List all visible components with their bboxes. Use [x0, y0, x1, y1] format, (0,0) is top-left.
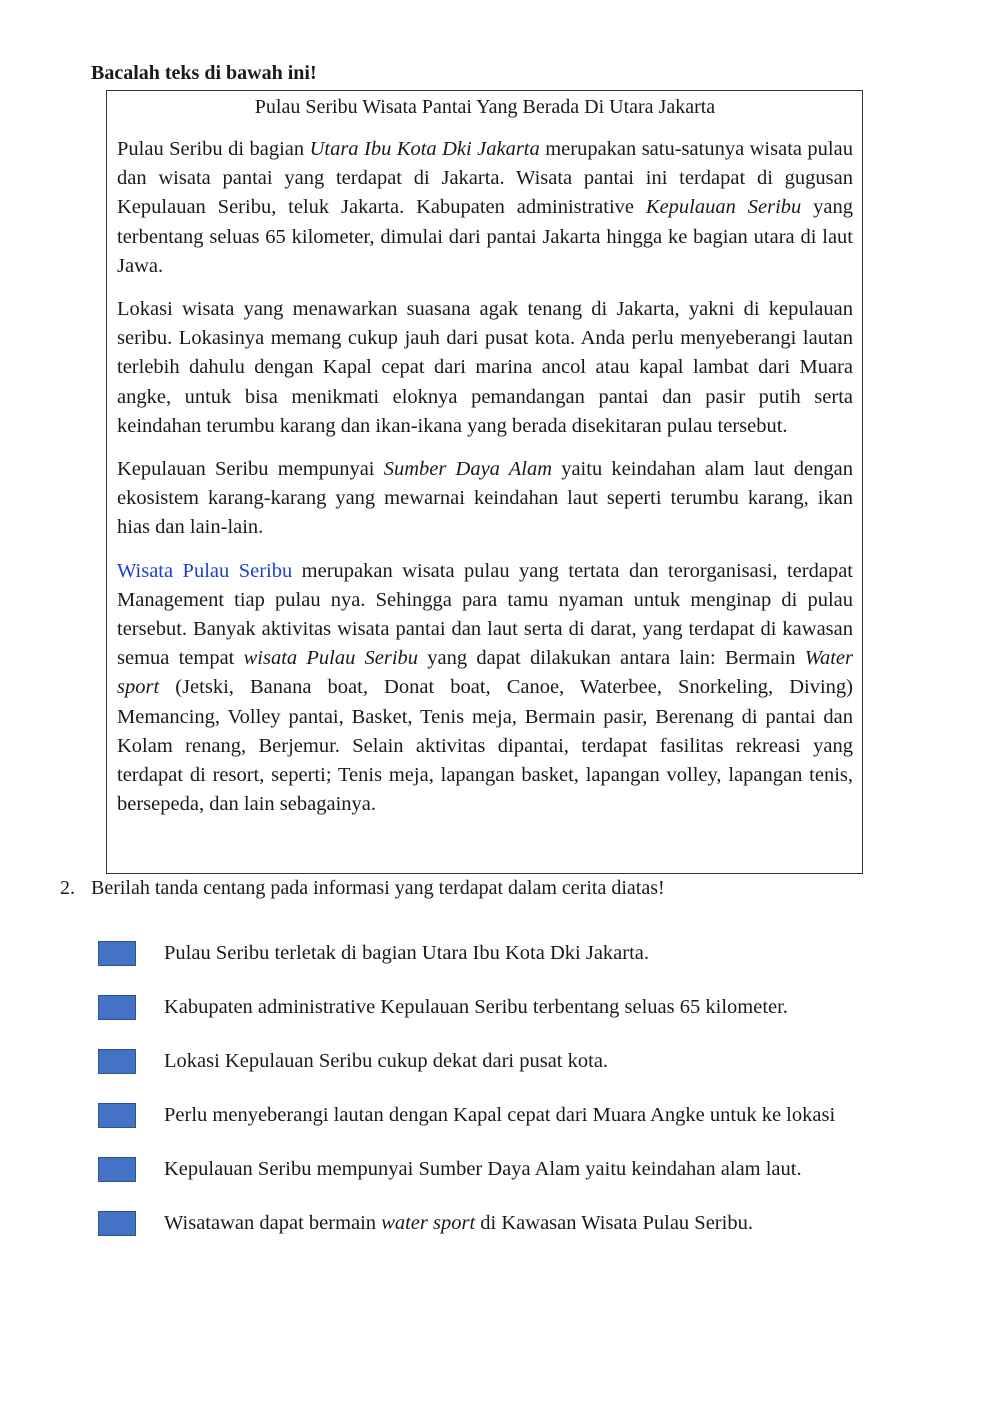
option-5	[98, 1155, 978, 1185]
p4-text-e: (Jetski, Banana boat, Donat boat, Canoe, Waterbee, Snorkeling, Diving) Memancing, Volley pantai, Basket, Tenis meja, Bermain pasir, Berenang di pantai dan Kolam renang, Berjemur. Selain aktivitas dipantai, terdapat fasilitas rekreasi yang terdapat di resort, seperti; Tenis meja, lapangan basket, lapangan volley, lapangan tenis, bersepeda, dan lain sebagainya.	[117, 676, 853, 816]
passage-paragraph-1	[117, 135, 853, 281]
question-2	[60, 877, 665, 900]
checkbox-option-4[interactable]	[98, 1103, 136, 1128]
p1-text-c: merupakan satu-satunya wisata pulau dan wisata pantai yang terdapat di Jakarta. Wisata pantai ini terdapat di gugusan Kepulauan Seribu, teluk Jakarta. Kabupaten administrative	[117, 138, 853, 219]
option-6-italic: water sport	[381, 1212, 476, 1234]
passage-paragraph-3	[117, 455, 853, 543]
checkbox-option-1[interactable]	[98, 941, 136, 966]
p4-text-a: merupakan wisata pulau yang tertata dan terorganisasi, terdapat Management tiap pulau nya. Sehingga para tamu nyaman untuk menginap di pulau tersebut. Banyak aktivitas wisata pantai dan laut serta di darat, yang terdapat di kawasan semua tempat	[117, 559, 853, 670]
option-1-label: Pulau Seribu terletak di bagian Utara Ibu Kota Dki Jakarta.	[164, 942, 650, 964]
passage-paragraph-2: Lokasi wisata yang menawarkan suasana agak tenang di Jakarta, yakni di kepulauan seribu. Lokasinya memang cukup jauh dari pusat kota. Anda perlu menyeberangi lautan terlebih dahulu dengan Kapal cepat dari marina ancol atau kapal lambat dari Muara angke, untuk bisa menikmati eloknya pemandangan pantai dan pasir putih serta keindahan terumbu karang dan ikan-ikana yang berada disekitaran pulau tersebut.	[117, 298, 853, 437]
option-5-label: Kepulauan Seribu mempunyai Sumber Daya Alam yaitu keindahan alam laut.	[164, 1158, 802, 1180]
option-6-text-c: di Kawasan Wisata Pulau Seribu.	[475, 1212, 753, 1234]
question-number: 2.	[60, 877, 75, 899]
p3-text-c: yaitu keindahan alam laut dengan ekosistem karang-karang yang mewarnai keindahan laut seperti terumbu karang, ikan hias dan lain-lain.	[117, 458, 853, 539]
instruction-heading: Bacalah teks di bawah ini!	[91, 62, 317, 84]
option-6-label	[164, 1209, 753, 1237]
p1-text-a: Pulau Seribu di bagian	[117, 138, 310, 160]
option-6-text-a: Wisatawan dapat bermain	[164, 1212, 382, 1234]
p4-italic-water-sport: Water sport	[117, 647, 853, 699]
checkbox-option-5[interactable]	[98, 1157, 136, 1182]
option-4-label: Perlu menyeberangi lautan dengan Kapal cepat dari Muara Angke untuk ke lokasi	[164, 1104, 836, 1126]
p4-text-c: yang dapat dilakukan antara lain: Bermain	[418, 647, 805, 670]
option-4	[98, 1101, 978, 1131]
p3-italic-sda: Sumber Daya Alam	[383, 458, 553, 481]
option-3-label: Lokasi Kepulauan Seribu cukup dekat dari pusat kota.	[164, 1050, 609, 1072]
passage-paragraph-4	[117, 557, 853, 820]
wisata-pulau-seribu-link[interactable]: Wisata Pulau Seribu	[117, 559, 293, 582]
option-1	[98, 939, 978, 969]
option-2-label: Kabupaten administrative Kepulauan Seribu terbentang seluas 65 kilometer.	[164, 996, 788, 1018]
passage-title: Pulau Seribu Wisata Pantai Yang Berada Di Utara Jakarta	[254, 96, 716, 118]
p4-italic-wisata: wisata Pulau Seribu	[243, 647, 419, 670]
checkbox-option-6[interactable]	[98, 1211, 136, 1236]
p3-text-a: Kepulauan Seribu mempunyai	[117, 458, 384, 481]
p1-italic-kepulauan: Kepulauan Seribu	[645, 196, 802, 219]
option-6	[98, 1209, 978, 1239]
checkbox-option-2[interactable]	[98, 995, 136, 1020]
question-text: Berilah tanda centang pada informasi yang terdapat dalam cerita diatas!	[91, 877, 665, 899]
checkbox-option-3[interactable]	[98, 1049, 136, 1074]
p1-italic-utara: Utara Ibu Kota Dki Jakarta	[309, 138, 540, 160]
option-3	[98, 1047, 978, 1077]
reading-passage-box	[106, 90, 863, 874]
option-2	[98, 993, 978, 1023]
p1-text-e: yang terbentang seluas 65 kilometer, dimulai dari pantai Jakarta hingga ke bagian utara di laut Jawa.	[117, 196, 853, 277]
